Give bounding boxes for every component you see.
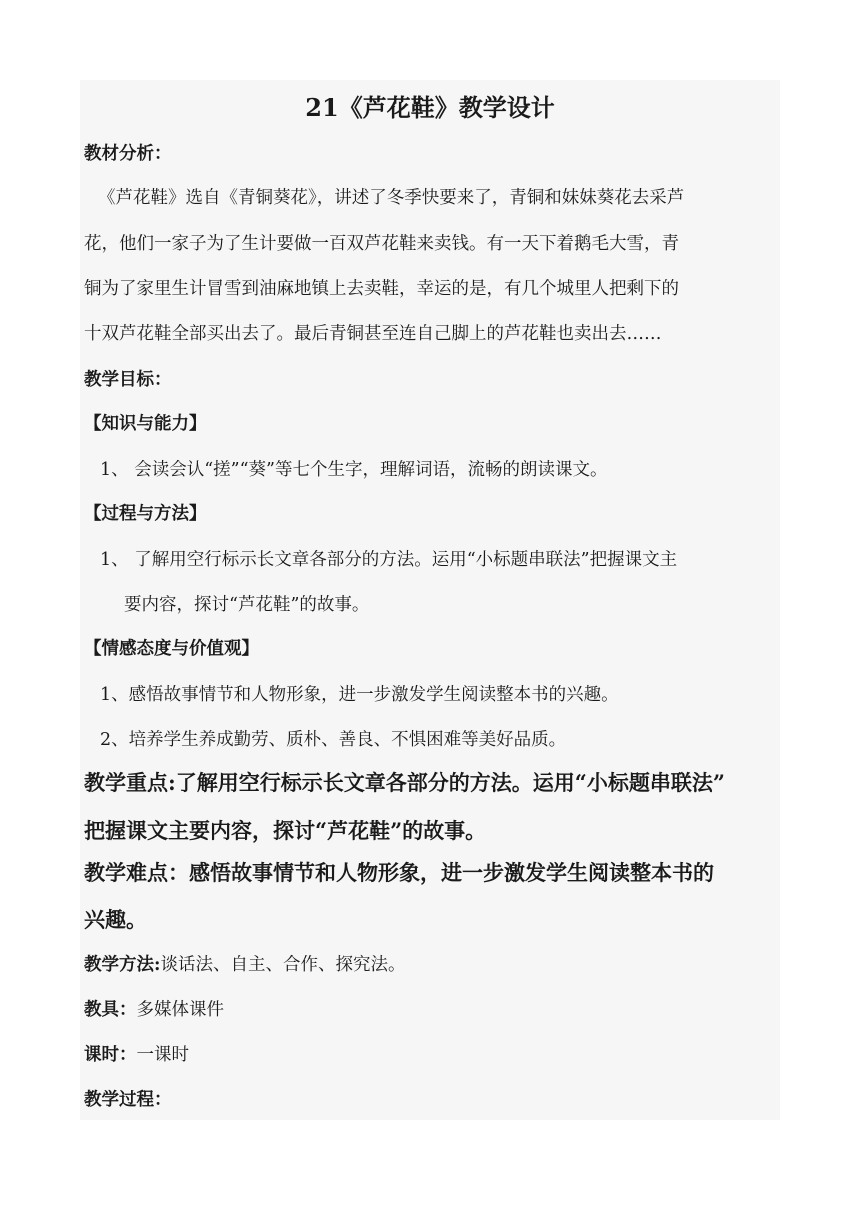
- emotion-heading: 【情感态度与价值观】: [84, 639, 259, 659]
- process-heading: 【过程与方法】: [84, 504, 207, 524]
- material-line: 《芦花鞋》选自《青铜葵花》，讲述了冬季快要来了，青铜和妹妹葵花去采芦: [98, 188, 685, 208]
- key-point-line: 教学重点:了解用空行标示长文章各部分的方法。运用“小标题串联法”: [84, 770, 725, 795]
- tools-line: [84, 996, 224, 1021]
- tools-label: 教具：: [84, 1000, 137, 1020]
- document-title: 21《芦花鞋》教学设计: [305, 93, 555, 122]
- method-label: 教学方法:: [84, 955, 161, 975]
- process-line: 要内容，探讨“芦花鞋”的故事。: [124, 595, 370, 615]
- material-line: 铜为了家里生计冒雪到油麻地镇上去卖鞋，幸运的是，有几个城里人把剩下的: [84, 279, 679, 299]
- period-line: [84, 1041, 189, 1066]
- knowledge-heading: 【知识与能力】: [84, 414, 207, 434]
- material-line: 十双芦花鞋全部买出去了。最后青铜甚至连自己脚上的芦花鞋也卖出去……: [84, 324, 662, 344]
- material-line: 花，他们一家子为了生计要做一百双芦花鞋来卖钱。有一天下着鹅毛大雪，青: [84, 234, 679, 254]
- difficulty-line: 教学难点：感悟故事情节和人物形象，进一步激发学生阅读整本书的: [84, 860, 714, 885]
- material-heading: 教材分析：: [84, 144, 172, 164]
- emotion-item: 2、培养学生养成勤劳、质朴、善良、不惧困难等美好品质。: [100, 730, 567, 750]
- knowledge-item: 1、 会读会认“搓”“葵”等七个生字，理解词语，流畅的朗读课文。: [100, 460, 608, 480]
- method-line: [84, 951, 405, 976]
- period-value: 一课时: [136, 1045, 189, 1065]
- emotion-item: 1、感悟故事情节和人物形象，进一步激发学生阅读整本书的兴趣。: [100, 685, 619, 705]
- key-point-line: 把握课文主要内容，探讨“芦花鞋”的故事。: [84, 818, 487, 843]
- process-line: 1、 了解用空行标示长文章各部分的方法。运用“小标题串联法”把握课文主: [100, 550, 678, 570]
- difficulty-line: 兴趣。: [84, 907, 147, 932]
- method-value: 谈话法、自主、合作、探究法。: [160, 955, 406, 975]
- process-main-heading: 教学过程：: [84, 1090, 172, 1110]
- goals-heading: 教学目标：: [84, 370, 172, 390]
- period-label: 课时：: [84, 1045, 137, 1065]
- tools-value: 多媒体课件: [136, 1000, 224, 1020]
